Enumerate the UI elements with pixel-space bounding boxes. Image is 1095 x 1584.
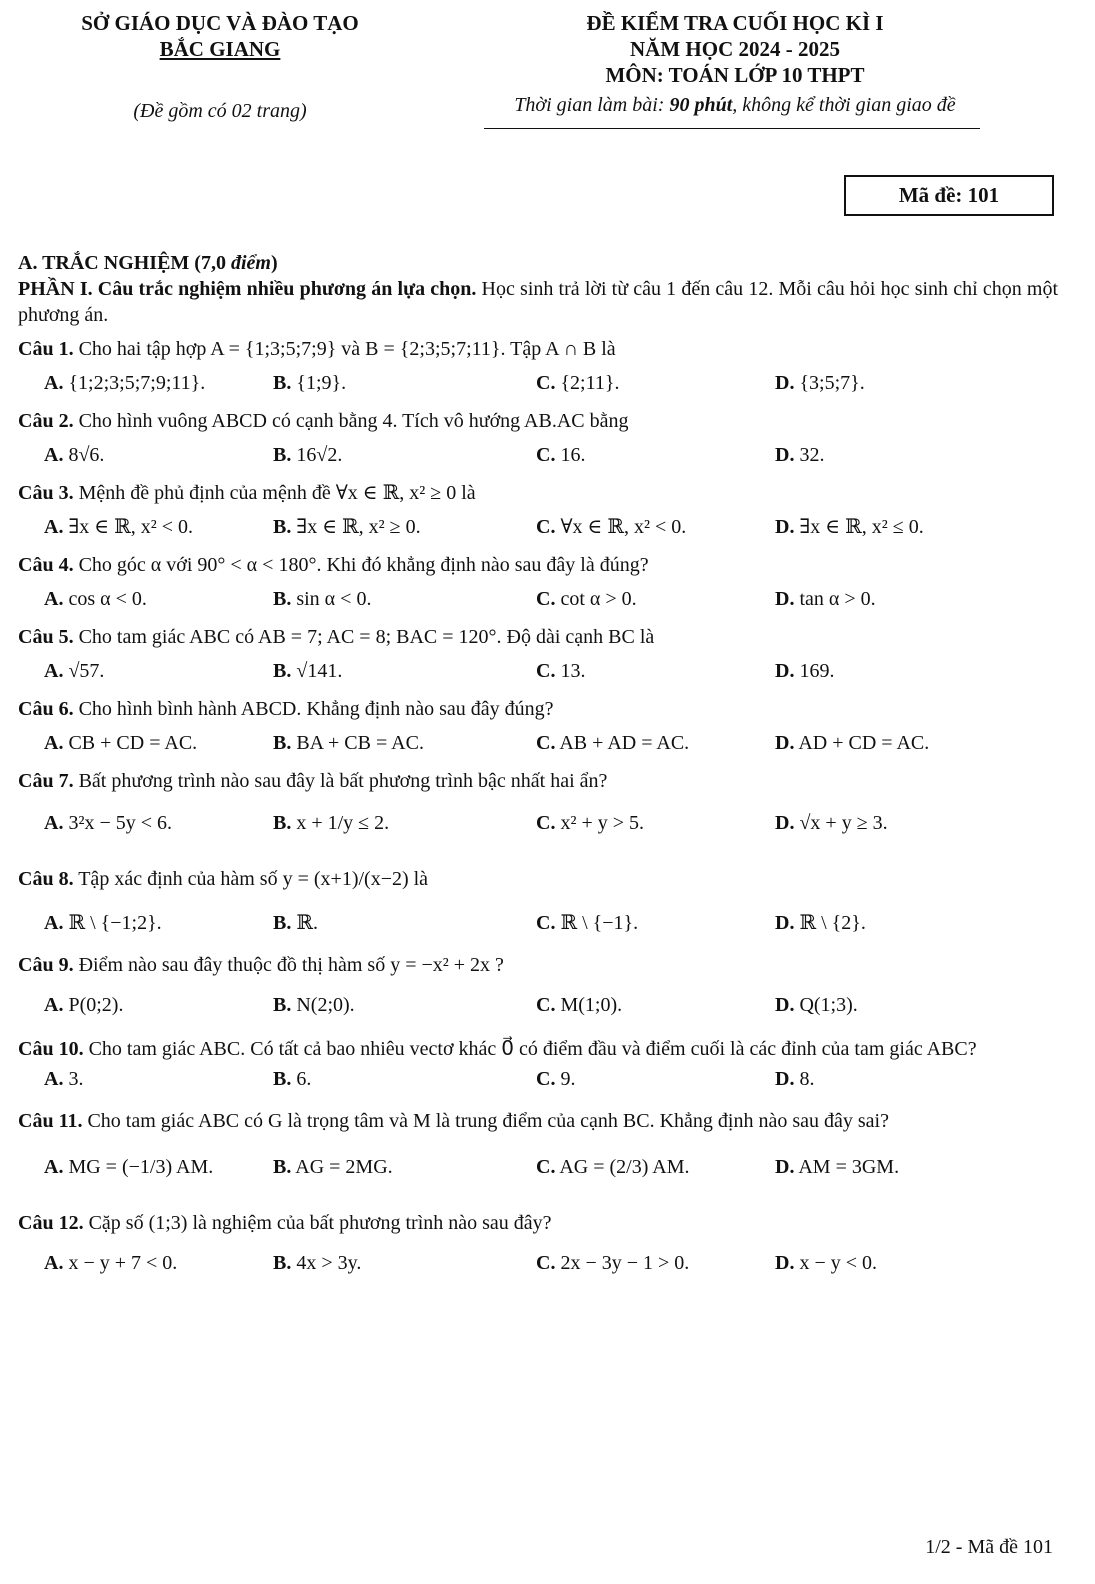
option-d[interactable]: D. 32.	[775, 444, 825, 466]
option-b[interactable]: B. BA + CB = AC.	[273, 732, 424, 754]
question-4-options	[18, 582, 1058, 616]
option-c[interactable]: C. M(1;0).	[536, 994, 623, 1016]
header-rule	[484, 128, 980, 129]
time-limit: Thời gian làm bài: 90 phút, không kể thời gian giao đề	[514, 94, 956, 116]
option-c[interactable]: C. 16.	[536, 444, 586, 466]
exam-code-box: Mã đề: 101	[844, 175, 1054, 216]
option-c[interactable]: C. AB + AD = AC.	[536, 732, 690, 754]
option-a[interactable]: A. {1;2;3;5;7;9;11}.	[44, 372, 206, 394]
option-a[interactable]: A. 3.	[44, 1068, 84, 1090]
section-title: A. TRẮC NGHIỆM (7,0 điểm)	[18, 252, 278, 274]
option-d[interactable]: D. AD + CD = AC.	[775, 732, 930, 754]
question-5: Câu 5. Cho tam giác ABC có AB = 7; AC = 8; BAC = 120°. Độ dài cạnh BC là	[18, 626, 655, 648]
option-b[interactable]: B. ℝ.	[273, 912, 318, 934]
option-b[interactable]: B. AG = 2MG.	[273, 1156, 393, 1178]
question-7: Câu 7. Bất phương trình nào sau đây là bất phương trình bậc nhất hai ẩn?	[18, 770, 608, 792]
department-block	[20, 10, 420, 124]
option-a[interactable]: A. 3²x − 5y < 6.	[44, 812, 173, 834]
question-9-options	[18, 988, 1058, 1022]
option-d[interactable]: D. {3;5;7}.	[775, 372, 865, 394]
option-b[interactable]: B. √141.	[273, 660, 343, 682]
option-c[interactable]: C. ∀x ∈ ℝ, x² < 0.	[536, 516, 687, 538]
option-a[interactable]: A. MG = (−1/3) AM.	[44, 1156, 214, 1178]
option-b[interactable]: B. 4x > 3y.	[273, 1252, 362, 1274]
option-a[interactable]: A. cos α < 0.	[44, 588, 147, 610]
question-10: Câu 10. Cho tam giác ABC. Có tất cả bao nhiêu vectơ khác 0⃗ có điểm đầu và điểm cuối là các đỉnh của tam giác ABC?	[18, 1038, 977, 1060]
option-c[interactable]: C. AG = (2/3) AM.	[536, 1156, 690, 1178]
question-3-options	[18, 510, 1058, 544]
question-11: Câu 11. Cho tam giác ABC có G là trọng tâm và M là trung điểm của cạnh BC. Khẳng định nào sau đây sai?	[18, 1110, 889, 1132]
option-c[interactable]: C. cot α > 0.	[536, 588, 637, 610]
school-year: NĂM HỌC 2024 - 2025	[630, 37, 840, 61]
option-b[interactable]: B. x + 1/y ≤ 2.	[273, 812, 390, 834]
exam-title: ĐỀ KIỂM TRA CUỐI HỌC KÌ I	[586, 11, 884, 35]
pages-note: (Đề gồm có 02 trang)	[133, 100, 307, 122]
option-c[interactable]: C. 13.	[536, 660, 586, 682]
option-a[interactable]: A. √57.	[44, 660, 105, 682]
question-10-options	[18, 1062, 1058, 1096]
option-d[interactable]: D. ℝ \ {2}.	[775, 912, 866, 934]
question-4: Câu 4. Cho góc α với 90° < α < 180°. Khi đó khẳng định nào sau đây là đúng?	[18, 554, 649, 576]
question-3: Câu 3. Mệnh đề phủ định của mệnh đề ∀x ∈ ℝ, x² ≥ 0 là	[18, 482, 476, 504]
exam-content	[18, 250, 1058, 1280]
option-c[interactable]: C. 2x − 3y − 1 > 0.	[536, 1252, 690, 1274]
department-name: SỞ GIÁO DỤC VÀ ĐÀO TẠO	[81, 11, 359, 35]
option-c[interactable]: C. {2;11}.	[536, 372, 620, 394]
question-6-options	[18, 726, 1058, 760]
option-d[interactable]: D. tan α > 0.	[775, 588, 876, 610]
question-7-options	[18, 798, 1058, 848]
question-11-options	[18, 1142, 1058, 1192]
question-8-options	[18, 906, 1058, 940]
question-12-options	[18, 1246, 1058, 1280]
option-b[interactable]: B. sin α < 0.	[273, 588, 372, 610]
option-d[interactable]: D. Q(1;3).	[775, 994, 858, 1016]
option-a[interactable]: A. P(0;2).	[44, 994, 124, 1016]
province-name: BẮC GIANG	[159, 37, 281, 61]
option-d[interactable]: D. 169.	[775, 660, 835, 682]
option-d[interactable]: D. √x + y ≥ 3.	[775, 812, 888, 834]
option-b[interactable]: B. 6.	[273, 1068, 312, 1090]
option-c[interactable]: C. ℝ \ {−1}.	[536, 912, 639, 934]
question-2: Câu 2. Cho hình vuông ABCD có cạnh bằng 4. Tích vô hướng AB.AC bằng	[18, 410, 629, 432]
option-b[interactable]: B. N(2;0).	[273, 994, 355, 1016]
option-c[interactable]: C. x² + y > 5.	[536, 812, 645, 834]
question-2-options	[18, 438, 1058, 472]
option-c[interactable]: C. 9.	[536, 1068, 576, 1090]
question-1: Câu 1. Cho hai tập hợp A = {1;3;5;7;9} và B = {2;3;5;7;11}. Tập A ∩ B là	[18, 338, 616, 360]
question-8: Câu 8. Tập xác định của hàm số y = (x+1)/(x−2) là	[18, 868, 429, 890]
part-instructions: PHẦN I. Câu trắc nghiệm nhiều phương án lựa chọn. Học sinh trả lời từ câu 1 đến câu 12. Mỗi câu hỏi học sinh chỉ chọn một phương án.	[18, 278, 1058, 326]
option-d[interactable]: D. x − y < 0.	[775, 1252, 878, 1274]
option-a[interactable]: A. CB + CD = AC.	[44, 732, 198, 754]
option-a[interactable]: A. 8√6.	[44, 444, 105, 466]
option-d[interactable]: D. ∃x ∈ ℝ, x² ≤ 0.	[775, 516, 924, 538]
option-d[interactable]: D. 8.	[775, 1068, 815, 1090]
option-d[interactable]: D. AM = 3GM.	[775, 1156, 900, 1178]
option-a[interactable]: A. ℝ \ {−1;2}.	[44, 912, 162, 934]
question-6: Câu 6. Cho hình bình hành ABCD. Khẳng định nào sau đây đúng?	[18, 698, 554, 720]
question-1-options	[18, 366, 1058, 400]
option-a[interactable]: A. x − y + 7 < 0.	[44, 1252, 178, 1274]
exam-title-block	[470, 10, 1000, 118]
question-5-options	[18, 654, 1058, 688]
question-9: Câu 9. Điểm nào sau đây thuộc đồ thị hàm số y = −x² + 2x ?	[18, 954, 504, 976]
option-b[interactable]: B. ∃x ∈ ℝ, x² ≥ 0.	[273, 516, 421, 538]
option-b[interactable]: B. 16√2.	[273, 444, 343, 466]
subject: MÔN: TOÁN LỚP 10 THPT	[605, 63, 865, 87]
option-b[interactable]: B. {1;9}.	[273, 372, 347, 394]
option-a[interactable]: A. ∃x ∈ ℝ, x² < 0.	[44, 516, 194, 538]
page-footer: 1/2 - Mã đề 101	[925, 1536, 1053, 1558]
question-12: Câu 12. Cặp số (1;3) là nghiệm của bất phương trình nào sau đây?	[18, 1212, 552, 1234]
